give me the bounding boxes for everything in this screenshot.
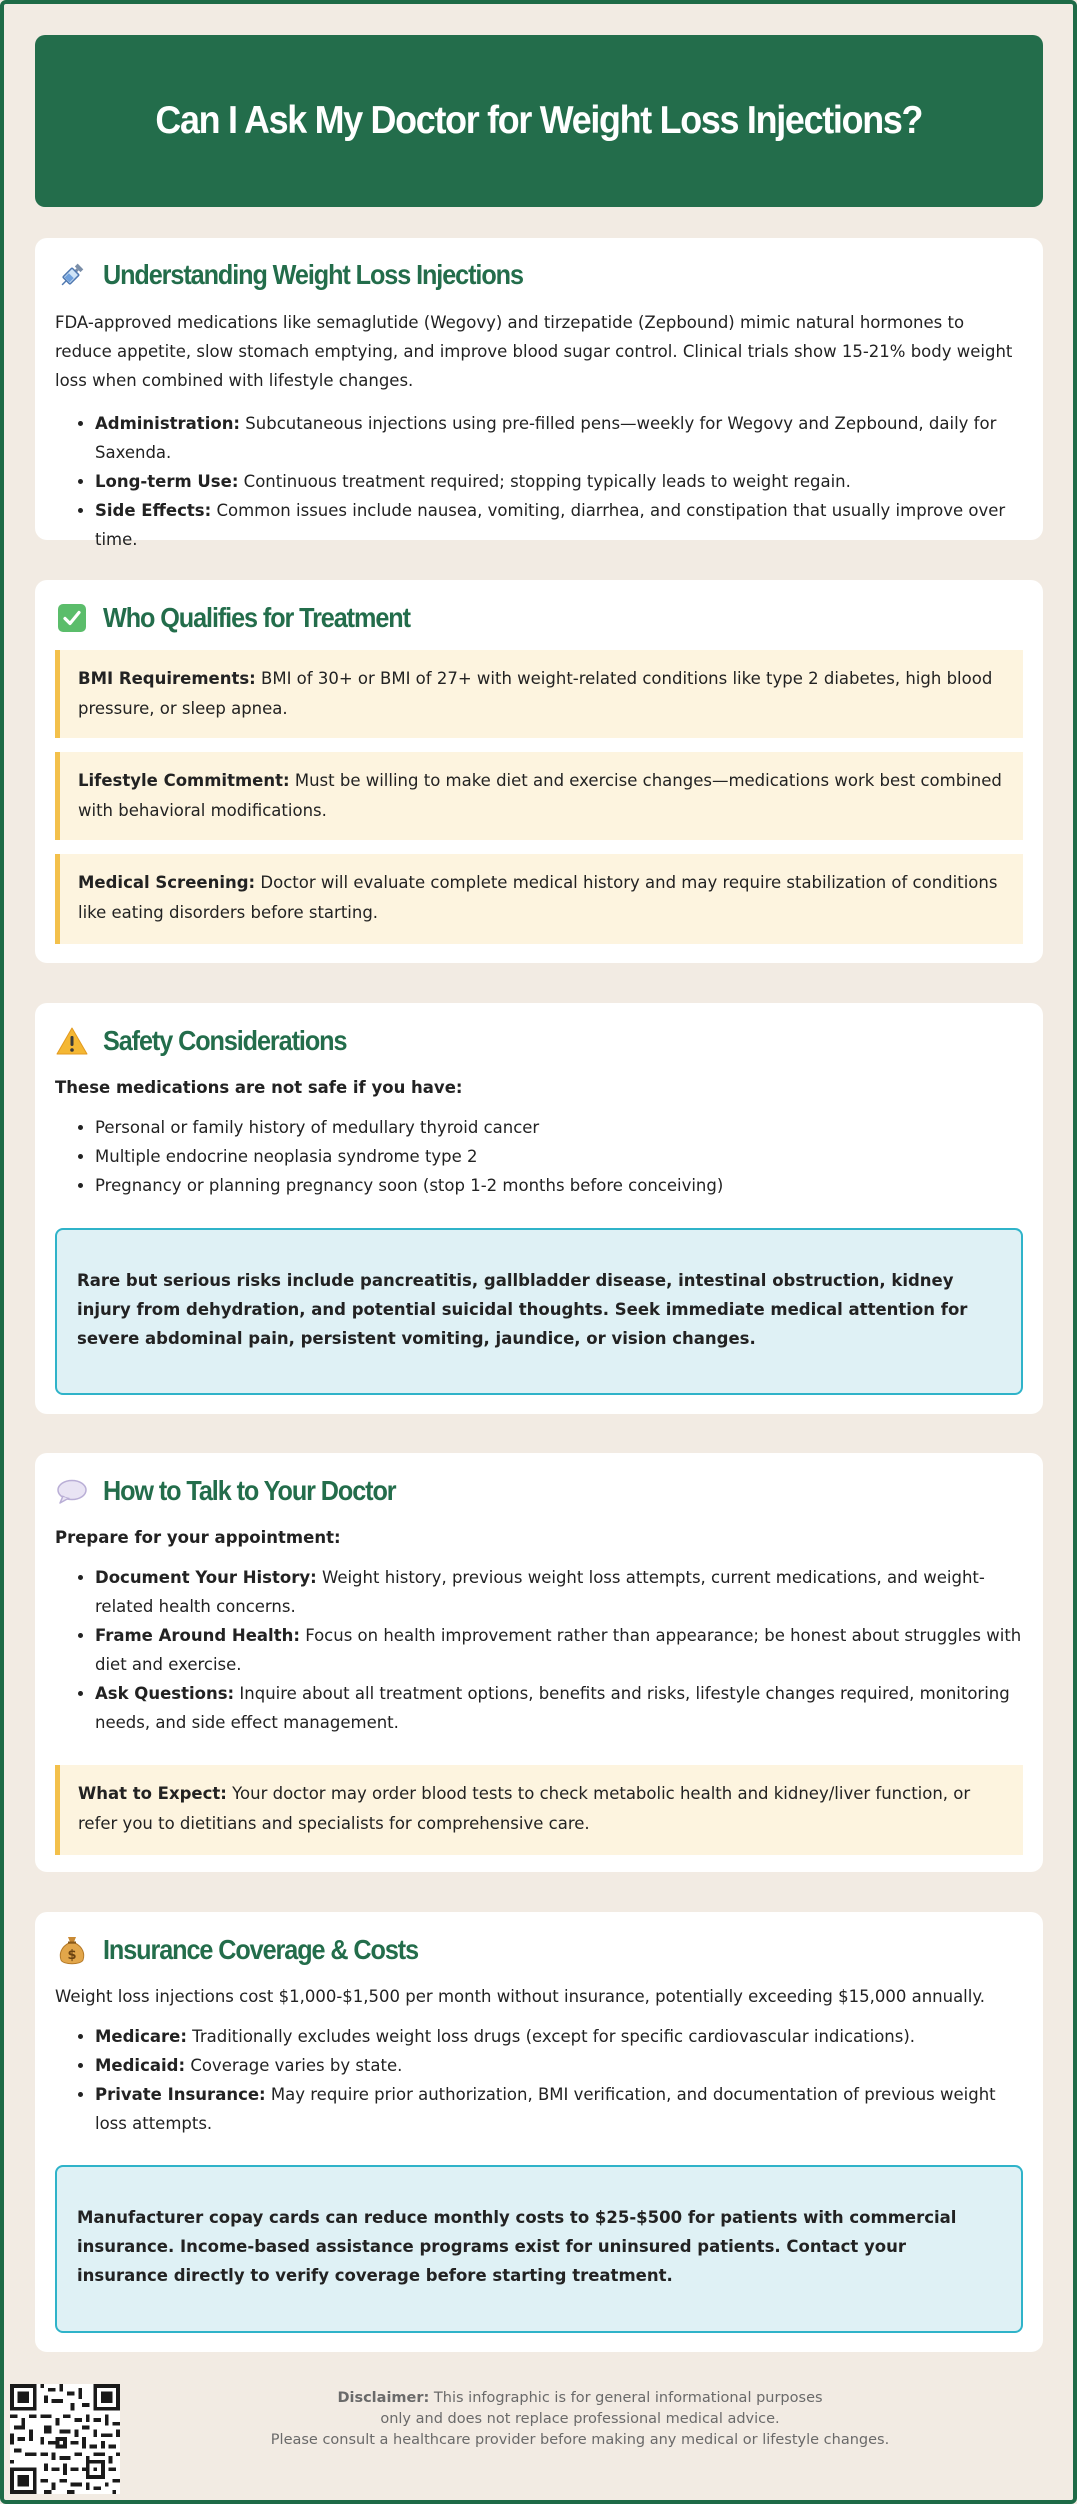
section-talk-doctor: [35, 1453, 1043, 1872]
section-title: Who Qualifies for Treatment: [103, 602, 410, 633]
list-item: • Medicare: Traditionally excludes weight loss drugs (except for specific cardiovascular indications).: [95, 2022, 1023, 2051]
bullet-list: [55, 2022, 1023, 2138]
list-item: • Document Your History: Weight history, previous weight loss attempts, current medications, and weight-related health concerns.: [95, 1563, 1023, 1621]
bullet-list: [55, 409, 1023, 554]
list-item: • Medicaid: Coverage varies by state.: [95, 2051, 1023, 2080]
list-item: • Ask Questions: Inquire about all treatment options, benefits and risks, lifestyle changes required, monitoring needs, and side effect management.: [95, 1679, 1023, 1737]
cost-assistance-box: Manufacturer copay cards can reduce monthly costs to $25-$500 for patients with commercial insurance. Income-based assistance programs exist for uninsured patients. Contact your insurance directly to verify coverage before starting treatment.: [55, 2165, 1023, 2333]
section-intro: These medications are not safe if you have:: [55, 1078, 463, 1097]
section-intro: Prepare for your appointment:: [55, 1528, 341, 1547]
callout-lifestyle: Lifestyle Commitment: Must be willing to make diet and exercise changes—medications work best combined with behavioral modifications.: [55, 752, 1023, 840]
section-title: Insurance Coverage & Costs: [103, 1934, 419, 1965]
callout-screening: Medical Screening: Doctor will evaluate complete medical history and may require stabilization of conditions like eating disorders before starting.: [55, 854, 1023, 944]
section-title: Understanding Weight Loss Injections: [103, 259, 523, 290]
callout-what-to-expect: What to Expect: Your doctor may order blood tests to check metabolic health and kidney/liver function, or refer you to dietitians and specialists for comprehensive care.: [55, 1765, 1023, 1855]
list-item: • Frame Around Health: Focus on health improvement rather than appearance; be honest about struggles with diet and exercise.: [95, 1621, 1023, 1679]
list-item: • Private Insurance: May require prior authorization, BMI verification, and documentation of previous weight loss attempts.: [95, 2080, 1023, 2138]
list-item: • Multiple endocrine neoplasia syndrome type 2: [95, 1142, 1023, 1171]
money-bag-icon: [55, 1933, 89, 1967]
section-insurance: [35, 1912, 1043, 2352]
checkmark-icon: [55, 601, 89, 635]
section-title: How to Talk to Your Doctor: [103, 1475, 396, 1506]
section-title: Safety Considerations: [103, 1025, 347, 1056]
list-item: • Side Effects: Common issues include nausea, vomiting, diarrhea, and constipation that usually improve over time.: [95, 496, 1023, 554]
section-understanding: [35, 238, 1043, 549]
disclaimer-label: Disclaimer:: [337, 2390, 430, 2406]
section-safety: [35, 1003, 1043, 1414]
list-item: • Administration: Subcutaneous injections using pre-filled pens—weekly for Wegovy and Zepbound, daily for Saxenda.: [95, 409, 1023, 467]
page-title: Can I Ask My Doctor for Weight Loss Injections?: [155, 99, 923, 142]
list-item: • Pregnancy or planning pregnancy soon (stop 1-2 months before conceiving): [95, 1171, 1023, 1200]
section-paragraph: FDA-approved medications like semaglutide (Wegovy) and tirzepatide (Zepbound) mimic natural hormones to reduce appetite, slow stomach emptying, and improve blood sugar control. Clinical trials show 15-21% body weight loss when combined with lifestyle changes.: [55, 313, 1013, 390]
section-qualifies: [35, 580, 1043, 963]
svg-text:$: $: [67, 1948, 77, 1963]
qr-code: [10, 2384, 120, 2494]
speech-bubble-icon: [55, 1474, 89, 1508]
warning-icon: [55, 1024, 89, 1058]
list-item: • Long-term Use: Continuous treatment required; stopping typically leads to weight regain.: [95, 467, 1023, 496]
disclaimer: Disclaimer: This infographic is for general informational purposes only and does not replace professional medical advice. Please consult a healthcare provider before making any medical or lifestyle changes.: [270, 2390, 890, 2448]
list-item: • Personal or family history of medullary thyroid cancer: [95, 1113, 1023, 1142]
callout-bmi: BMI Requirements: BMI of 30+ or BMI of 27+ with weight-related conditions like type 2 diabetes, high blood pressure, or sleep apnea.: [55, 650, 1023, 738]
bullet-list: [55, 1113, 1023, 1200]
syringe-icon: [55, 258, 89, 292]
header-banner: [35, 35, 1043, 207]
risk-alert-box: Rare but serious risks include pancreatitis, gallbladder disease, intestinal obstruction, kidney injury from dehydration, and potential suicidal thoughts. Seek immediate medical attention for severe abdominal pain, persistent vomiting, jaundice, or vision changes.: [55, 1228, 1023, 1395]
section-paragraph: Weight loss injections cost $1,000-$1,500 per month without insurance, potentially exceeding $15,000 annually.: [55, 1987, 986, 2006]
bullet-list: [55, 1563, 1023, 1737]
